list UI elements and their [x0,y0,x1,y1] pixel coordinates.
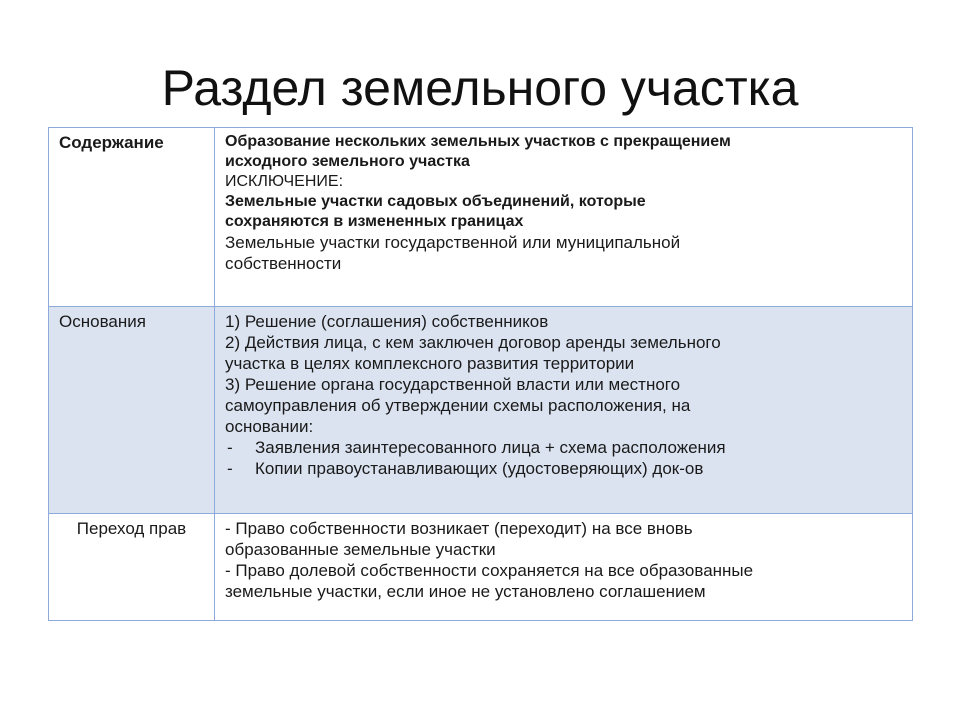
dash-bullet-icon: - [227,438,233,457]
slide-title: Раздел земельного участка [161,60,799,116]
row-body-grounds [215,307,913,514]
row-body-rights [215,514,913,621]
content-line: исходного земельного участка [225,153,470,170]
table-row-grounds [49,307,913,514]
rights-line: - Право собственности возникает (переходит) на все вновь [225,519,693,538]
content-line: Земельные участки садовых объединений, которые [225,193,646,210]
content-line: Земельные участки государственной или муниципальной [225,233,681,252]
content-line: собственности [225,254,342,273]
table-row-rights [49,514,913,621]
row-label-content: Содержание [49,128,215,307]
list-item-text: Заявления заинтересованного лица + схема расположения [255,438,726,457]
grounds-line: участка в целях комплексного развития территории [225,354,635,373]
list-item [225,458,902,479]
grounds-line: 1) Решение (соглашения) собственников [225,312,549,331]
grounds-line: 2) Действия лица, с кем заключен договор аренды земельного [225,333,721,352]
info-table [48,127,913,621]
rights-line: земельные участки, если иное не установлено соглашением [225,582,706,601]
content-line: Образование нескольких земельных участков с прекращением [225,133,731,150]
dash-bullet-icon: - [227,459,233,478]
content-line: сохраняются в измененных границах [225,213,524,230]
row-label-grounds: Основания [49,307,215,514]
rights-line: - Право долевой собственности сохраняется на все образованные [225,561,754,580]
grounds-line: основании: [225,417,314,436]
table-row-content [49,128,913,307]
grounds-line: самоуправления об утверждении схемы расположения, на [225,396,691,415]
list-item-text: Копии правоустанавливающих (удостоверяющих) док-ов [255,459,704,478]
grounds-line: 3) Решение органа государственной власти или местного [225,375,681,394]
list-item [225,437,902,458]
rights-line: образованные земельные участки [225,540,496,559]
row-body-content [215,128,913,307]
exception-heading: ИСКЛЮЧЕНИЕ: [225,173,344,190]
row-label-rights: Переход прав [49,514,215,621]
